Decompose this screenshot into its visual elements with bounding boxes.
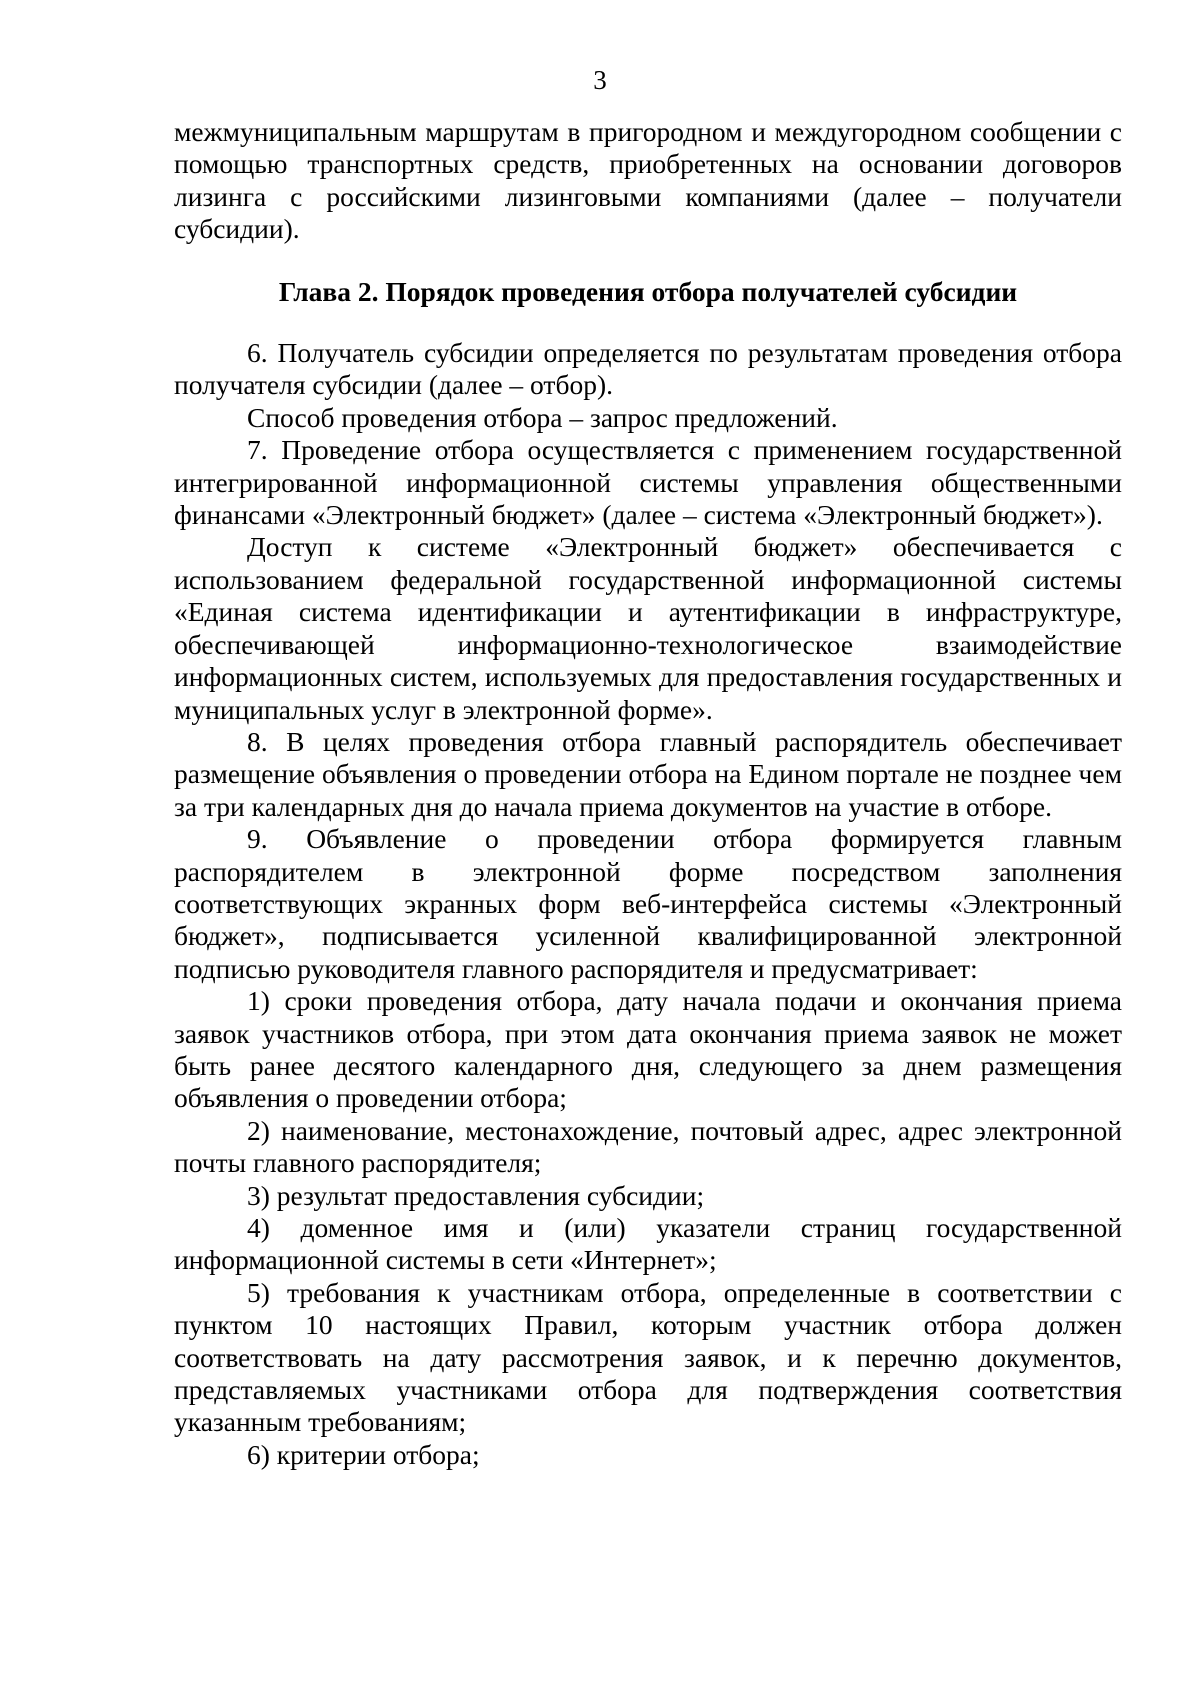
- list-item-2: 2) наименование, местонахождение, почтовый адрес, адрес электронной почты главного распорядителя;: [174, 1114, 1122, 1179]
- intro-paragraph: межмуниципальным маршрутам в пригородном и междугородном сообщении с помощью транспортных средств, приобретенных на основании договоров лизинга с российскими лизинговыми компаниями (далее – получатели субсидии).: [174, 116, 1122, 245]
- paragraph-9: 9. Объявление о проведении отбора формируется главным распорядителем в электронной форме посредством заполнения соответствующих экранных форм веб-интерфейса системы «Электронный бюджет», подписывается усиленной квалифицированной электронной подписью руководителя главного распорядителя и предусматривает:: [174, 823, 1122, 984]
- paragraph-selection-method: Способ проведения отбора – запрос предложений.: [247, 401, 838, 433]
- list-item-1: 1) сроки проведения отбора, дату начала подачи и окончания приема заявок участников отбора, при этом дата окончания приема заявок не может быть ранее десятого календарного дня, следующего за днем размещения объявления о проведении отбора;: [174, 985, 1122, 1114]
- list-item-4: 4) доменное имя и (или) указатели страниц государственной информационной системы в сети «Интернет»;: [174, 1212, 1122, 1276]
- paragraph-8: 8. В целях проведения отбора главный распорядитель обеспечивает размещение объявления о проведении отбора на Едином портале не позднее чем за три календарных дня до начала приема документов на участие в отборе.: [174, 725, 1122, 822]
- list-item-5: 5) требования к участникам отбора, определенные в соответствии с пунктом 10 настоящих Правил, которым участник отбора должен соответствовать на дату рассмотрения заявок, и к перечню документов, представляемых участниками отбора для подтверждения соответствия указанным требованиям;: [174, 1276, 1122, 1438]
- chapter-heading: Глава 2. Порядок проведения отбора получателей субсидии: [278, 275, 1018, 307]
- list-item-6: 6) критерии отбора;: [247, 1438, 480, 1470]
- paragraph-access: Доступ к системе «Электронный бюджет» обеспечивается с использованием федеральной государственной информационной системы «Единая система идентификации и аутентификации в инфраструктуре, обеспечивающей информационно-технологическое взаимодействие информационных систем, используемых для предоставления государственных и муниципальных услуг в электронной форме».: [174, 531, 1122, 725]
- list-item-3: 3) результат предоставления субсидии;: [247, 1179, 705, 1211]
- paragraph-6: 6. Получатель субсидии определяется по результатам проведения отбора получателя субсидии (далее – отбор).: [174, 337, 1122, 401]
- page-number: 3: [593, 65, 607, 95]
- paragraph-7: 7. Проведение отбора осуществляется с применением государственной интегрированной информационной системы управления общественными финансами «Электронный бюджет» (далее – система «Электронный бюджет»).: [174, 434, 1122, 531]
- document-body: [174, 116, 1122, 1471]
